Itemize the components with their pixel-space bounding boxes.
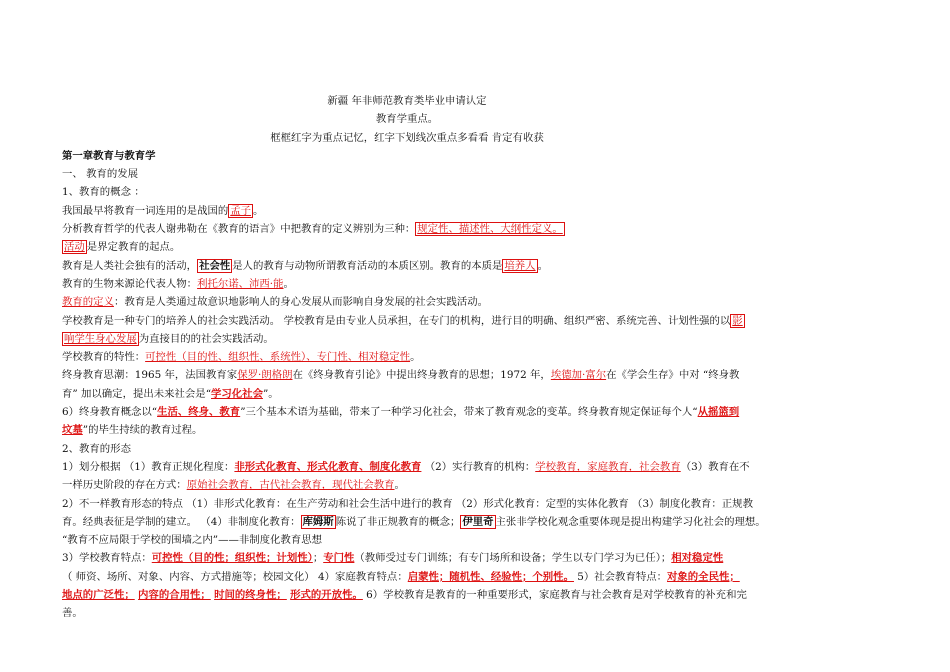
paragraph: “教育不应局限于学校的围墙之内”——非制度化教育思想	[62, 534, 322, 547]
text: （ 师资、场所、对象、内容、方式措施等；校园文化） 4）家庭教育特点：	[62, 570, 408, 583]
doc-note: 框框红字为重点记忆，红字下划线次重点多看看 肯定有收获	[270, 131, 544, 144]
key-term: 原始社会教育，古代社会教育，现代社会教育	[186, 479, 395, 492]
text: 终身教育思潮：1965 年，法国教育家	[62, 369, 238, 382]
key-term: 相对稳定性	[671, 552, 724, 565]
subsection-heading: 1、教育的概念 ：	[62, 186, 145, 199]
paragraph	[62, 568, 752, 586]
text: ”三个基本术语为基础，带来了一种学习化社会，带来了教育观念的变革。终身教育规定保证每个人“	[240, 406, 698, 419]
key-term: 埃德加·富尔	[550, 369, 607, 382]
text: 主张非学校化观念重要体现是提出构建学习化社会的理想。	[495, 515, 766, 528]
text: 。	[410, 351, 421, 364]
key-term: 库姆斯	[302, 515, 334, 528]
text: 学校教育是一种专门的培养人的社会实践活动。 学校教育是由专业人员承担，在专门的机构，进行目的明确、组织严密、系统完善、计划性强的以	[62, 314, 731, 327]
paragraph	[62, 586, 752, 604]
key-term: 专门性	[323, 552, 355, 565]
text: ；	[312, 552, 324, 565]
key-term: 从摇篮到	[697, 406, 740, 419]
text: 在《终身教育引论》中提出终身教育的思想；1972 年，	[292, 369, 551, 382]
subsection-heading: 2、教育的形态	[62, 442, 131, 455]
paragraph	[62, 257, 752, 275]
key-term: 启蒙性；随机性、经验性；个别性。	[407, 570, 574, 583]
text: 为直接目的的社会实践活动。	[138, 332, 274, 345]
text: 在《学会生存》中对 “终身教	[606, 369, 740, 382]
key-term: 地点的广泛性；	[62, 589, 135, 602]
text: 教育是人类社会独有的活动，	[62, 259, 198, 272]
text: 育。经典表征是学制的建立。 （4）非制度化教育：	[62, 515, 301, 528]
text: （教师受过专门训练；有专门场所和设备；学生以专门学习为已任）；	[354, 552, 672, 565]
key-term: 保罗·朗格朗	[237, 369, 293, 382]
text: 6）学校教育是教育的一种重要形式，家庭教育与社会教育是对学校教育的补充和完	[362, 589, 747, 602]
text: 。	[283, 277, 294, 290]
paragraph	[62, 293, 752, 311]
key-term: 培养人	[504, 259, 536, 272]
key-term: 利托尔诺、沛西·能	[197, 277, 284, 290]
text: 是界定教育的起点。	[86, 241, 181, 254]
paragraph	[62, 330, 752, 348]
paragraph	[62, 421, 752, 439]
paragraph	[62, 348, 752, 366]
paragraph	[62, 275, 752, 293]
paragraph: 善。	[62, 607, 83, 620]
paragraph	[62, 202, 752, 220]
text: ”。	[262, 387, 279, 400]
text: ：教育是人类通过故意识地影响人的身心发展从而影响自身发展的社会实践活动。	[113, 296, 489, 309]
text: 教育的生物来源论代表人物：	[62, 277, 198, 290]
key-term: 对象的全民性；	[667, 570, 740, 583]
key-term: 形式的开放性。	[290, 589, 363, 602]
key-term: 生活、终身、教育	[157, 406, 241, 419]
paragraph	[62, 403, 752, 421]
key-term: 规定性、描述性、大纲性定义。	[417, 223, 563, 236]
key-term: 内容的合用性；	[138, 589, 211, 602]
text: 。	[537, 259, 548, 272]
text: （2）实行教育的机构：	[421, 460, 536, 473]
text: 6）终身教育概念以“	[62, 406, 158, 419]
paragraph	[62, 549, 752, 567]
key-term: 活动	[64, 241, 85, 254]
key-term: 可控性（目的性；组织性；计划性）	[151, 552, 313, 565]
text: （3）教育在不	[680, 460, 750, 473]
key-term: 孟子	[230, 204, 252, 217]
key-term: 时间的终身性；	[214, 589, 287, 602]
text: 。	[394, 479, 405, 492]
paragraph	[62, 476, 752, 494]
doc-subtitle: 教育学重点。	[375, 113, 439, 126]
text: 育” 加以确定，提出未来社会是“	[62, 387, 212, 400]
paragraph	[62, 366, 752, 384]
paragraph	[62, 238, 752, 256]
key-term: 学校教育，家庭教育，社会教育	[535, 460, 681, 473]
key-term: 社会性	[199, 259, 231, 272]
key-term: 非形式化教育、形式化教育、制度化教育	[234, 460, 422, 473]
text: 3）学校教育特点：	[62, 552, 152, 565]
key-term: 学习化社会	[211, 387, 263, 400]
text: ”的毕生持续的教育过程。	[82, 424, 203, 437]
paragraph	[62, 312, 752, 330]
text: 一样历史阶段的存在方式：	[62, 479, 187, 492]
text: 我国最早将教育一词连用的是战国的	[62, 204, 229, 217]
paragraph: 2）不一样教育形态的特点 （1）非形式化教育：在生产劳动和社会生活中进行的教育 （2）形式化教育：定型的实体化教育 （3）制度化教育：正规教	[62, 497, 753, 510]
key-term: 影	[732, 314, 743, 327]
text: 。	[253, 204, 264, 217]
key-term: 伊里奇	[462, 515, 494, 528]
paragraph	[62, 458, 752, 476]
document-page	[62, 88, 766, 623]
key-term: 坟墓	[62, 424, 83, 437]
doc-title: 新疆 年非师范教育类毕业申请认定	[327, 95, 487, 107]
text: 5）社会教育特点：	[573, 570, 668, 583]
text: 1）划分根据 （1）教育正规化程度：	[62, 460, 235, 473]
paragraph	[62, 513, 766, 531]
section-heading: 一、 教育的发展	[62, 168, 139, 181]
text: 陈说了非正规教育的概念；	[335, 515, 461, 528]
key-term: 可控性（目的性、组织性、系统性）、专门性、相对稳定性	[145, 351, 411, 364]
text: 学校教育的特性：	[62, 351, 146, 364]
paragraph	[62, 385, 752, 403]
text: 分析教育哲学的代表人谢弗勒在《教育的语言》中把教育的定义辨别为三种：	[62, 223, 416, 236]
text: 是人的教育与动物所谓教育活动的本质区别。教育的本质是	[232, 259, 503, 272]
key-term: 教育的定义	[62, 296, 114, 309]
key-term: 响学生身心发展	[64, 332, 137, 345]
paragraph	[62, 220, 752, 238]
chapter-heading: 第一章教育与教育学	[62, 149, 156, 162]
